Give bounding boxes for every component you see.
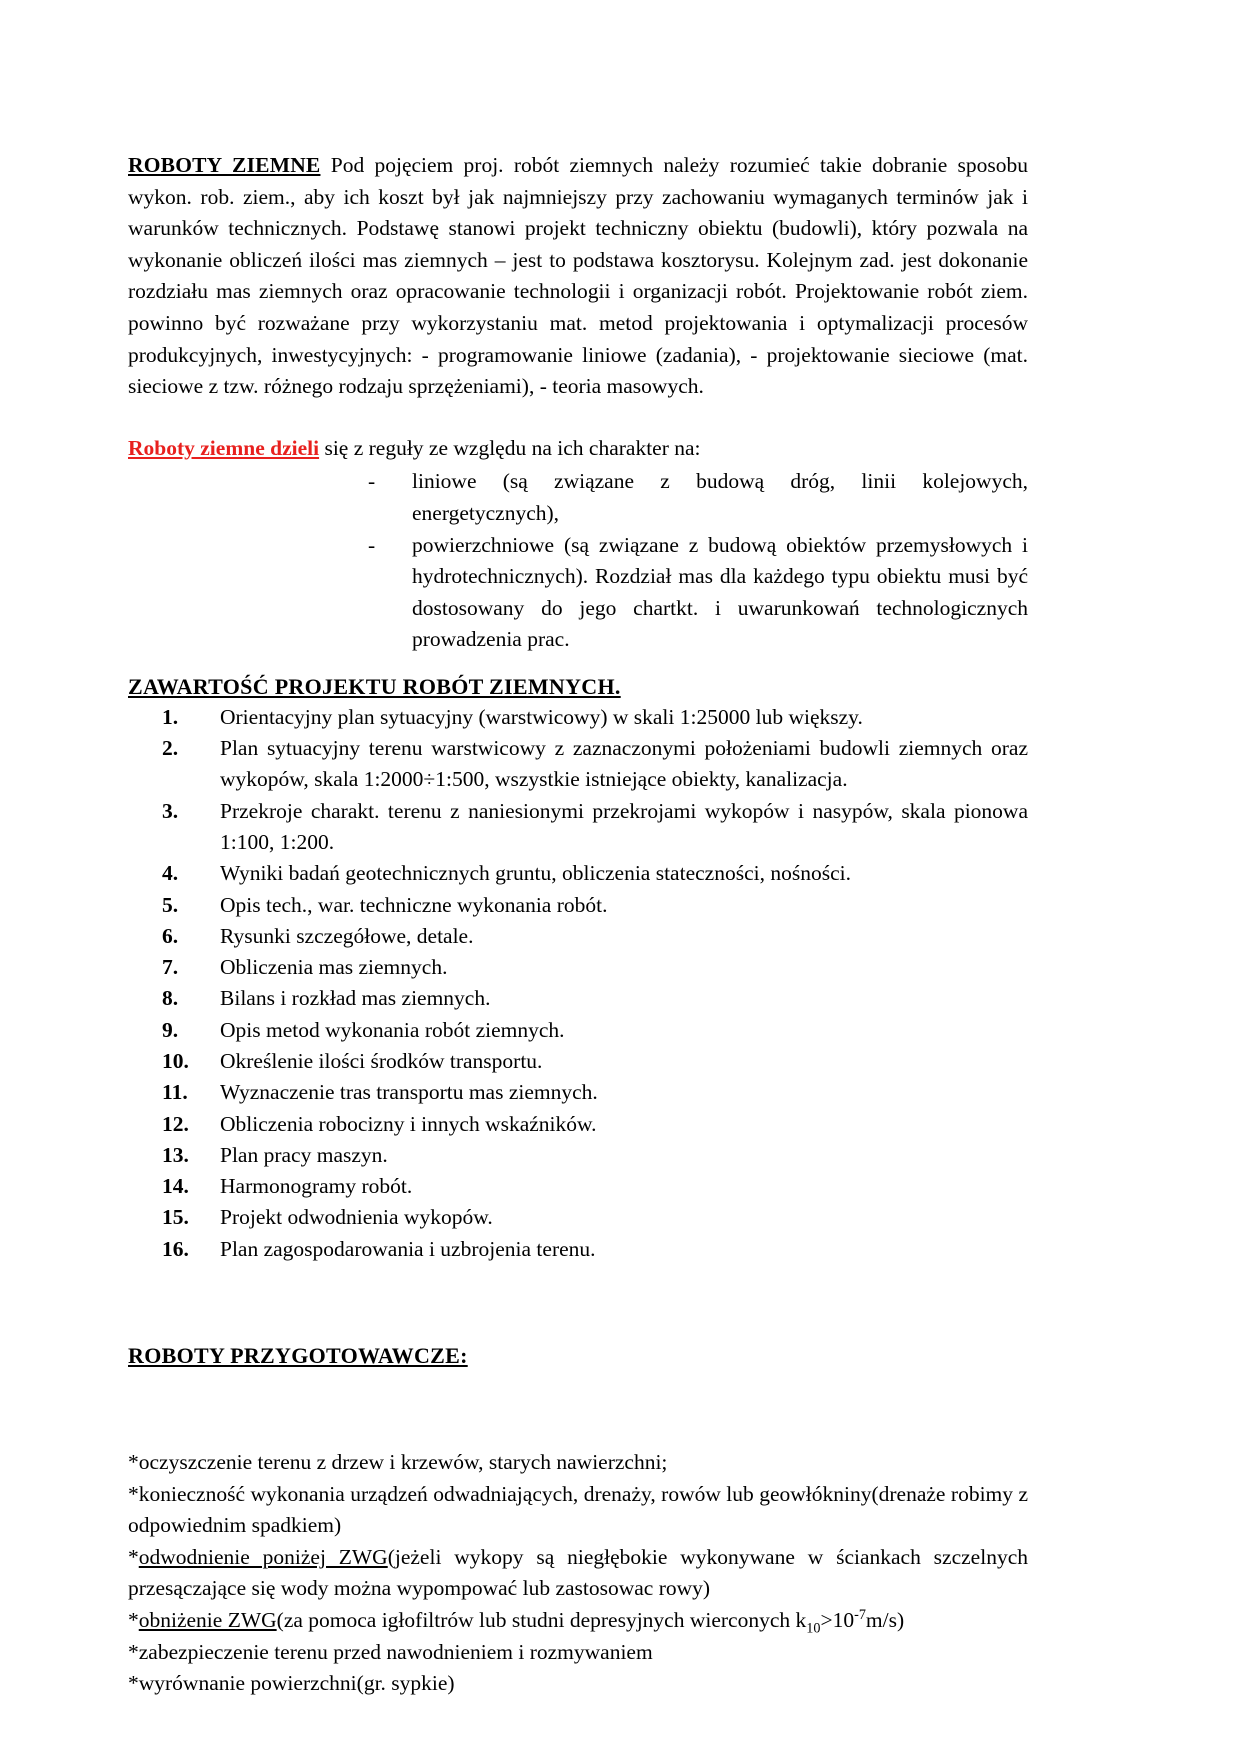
list-item (162, 983, 1028, 1014)
list-item-number: 9. (162, 1017, 179, 1042)
list-item-text: Wyznaczenie tras transportu mas ziemnych. (220, 1080, 598, 1105)
list-item-number: 5. (162, 892, 179, 917)
list-item (360, 530, 1028, 656)
preparatory-line-text-post: m/s) (865, 1607, 905, 1632)
list-item (162, 1171, 1028, 1202)
list-item-number: 6. (162, 923, 179, 948)
intro-heading: ROBOTY ZIEMNE (128, 153, 321, 177)
contents-section-heading: ZAWARTOŚĆ PROJEKTU ROBÓT ZIEMNYCH. (128, 673, 621, 699)
division-bullet-list (128, 466, 1028, 656)
list-item-number: 7. (162, 955, 179, 980)
list-item (162, 1015, 1028, 1046)
dash-bullet-icon: - (368, 532, 376, 557)
list-item-text: Harmonogramy robót. (220, 1174, 413, 1199)
spacer (128, 656, 1028, 674)
list-item-number: 1. (162, 704, 179, 729)
division-lead-red: Roboty ziemne dzieli (128, 435, 320, 460)
list-item-text: Projekt odwodnienia wykopów. (220, 1205, 493, 1230)
list-item (162, 702, 1028, 733)
asterisk-marker: * (128, 1639, 139, 1664)
preparatory-line-underlined: odwodnienie poniżej ZWG (138, 1544, 388, 1569)
list-item-text: Określenie ilości środków transportu. (220, 1049, 543, 1073)
list-item-number: 2. (162, 736, 179, 761)
preparatory-line-text: zabezpieczenie terenu przed nawodnieniem i rozmywaniem (138, 1639, 653, 1664)
list-item-number: 8. (162, 986, 179, 1011)
inequality-text: >10 (820, 1607, 855, 1632)
list-item-text: Opis metod wykonania robót ziemnych. (220, 1017, 565, 1042)
list-item-number: 3. (162, 798, 179, 823)
preparatory-line-1 (128, 1447, 1028, 1479)
preparatory-line-2 (128, 1479, 1028, 1542)
list-item (162, 796, 1028, 859)
list-item-number: 10. (162, 1049, 189, 1073)
preparatory-line-text: oczyszczenie terenu z drzew i krzewów, starych nawierzchni; (138, 1449, 668, 1474)
preparatory-line-5 (128, 1637, 1028, 1669)
list-item-text: Orientacyjny plan sytuacyjny (warstwicowy) w skali 1:25000 lub większy. (220, 704, 863, 729)
preparatory-line-3 (128, 1542, 1028, 1605)
list-item (162, 890, 1028, 921)
preparatory-line-text: wyrównanie powierzchni(gr. sypkie) (138, 1671, 455, 1696)
preparatory-line-6 (128, 1668, 1028, 1700)
list-item-number: 13. (162, 1142, 189, 1167)
list-item-text: Wyniki badań geotechnicznych gruntu, obliczenia stateczności, nośności. (220, 861, 851, 886)
list-item-text: liniowe (są związane z budową dróg, linii kolejowych, energetycznych), (412, 469, 1028, 525)
preparatory-section-heading: ROBOTY PRZYGOTOWAWCZE: (128, 1342, 468, 1368)
list-item-text: Bilans i rozkład mas ziemnych. (220, 986, 491, 1011)
spacer (128, 1265, 1028, 1343)
list-item (162, 1202, 1028, 1233)
list-item (360, 466, 1028, 529)
preparatory-line-text: (jeżeli wykopy są niegłębokie wykonywane w ściankach szczelnych przesączające się wody można wypompować lub zastosowac rowy) (128, 1544, 1028, 1601)
list-item-text: Plan pracy maszyn. (220, 1142, 388, 1167)
list-item-number: 16. (162, 1236, 189, 1261)
list-item-text: Obliczenia mas ziemnych. (220, 955, 448, 980)
dash-bullet-icon: - (368, 469, 376, 494)
asterisk-marker: * (128, 1544, 139, 1569)
contents-numbered-list (128, 702, 1028, 1265)
list-item-text: Obliczenia robocizny i innych wskaźników. (220, 1111, 597, 1136)
list-item-text: powierzchniowe (są związane z budową obiektów przemysłowych i hydrotechnicznych). Rozdział mas dla każdego typu obiektu musi być dostosowany do jego chartkt. i uwarunkowań technologicznych prowadzenia prac. (412, 532, 1028, 652)
list-item-text: Plan sytuacyjny terenu warstwicowy z zaznaczonymi położeniami budowli ziemnych oraz wykopów, skala 1:2000÷1:500, wszystkie istniejące obiekty, kanalizacja. (220, 736, 1028, 792)
preparatory-line-text: konieczność wykonania urządzeń odwadniających, drenaży, rowów lub geowłókniny(drenaże robimy z odpowiednim spadkiem) (128, 1481, 1028, 1538)
preparatory-line-4 (128, 1605, 1028, 1637)
list-item (162, 858, 1028, 889)
list-item (162, 733, 1028, 796)
spacer (128, 1369, 1028, 1447)
asterisk-marker: * (128, 1607, 139, 1632)
document-content (128, 150, 1028, 1700)
spacer (128, 403, 1028, 433)
list-item-number: 14. (162, 1174, 189, 1199)
list-item (162, 1077, 1028, 1108)
subscript-value: 10 (806, 1620, 821, 1637)
preparatory-line-underlined: obniżenie ZWG (138, 1607, 277, 1632)
list-item-text: Rysunki szczegółowe, detale. (220, 923, 474, 948)
list-item (162, 921, 1028, 952)
division-lead-rest: się z reguły ze względu na ich charakter na: (319, 435, 701, 460)
list-item (162, 1234, 1028, 1265)
list-item-number: 11. (162, 1080, 188, 1105)
intro-body: Pod pojęciem proj. robót ziemnych należy rozumieć takie dobranie sposobu wykon. rob. ziem., aby ich koszt był jak najmniejszy przy zachowaniu wymaganych terminów jak i warunków technicznych. Podstawę stanowi projekt techniczny obiektu (budowli), który pozwala na wykonanie obliczeń ilości mas ziemnych – jest to podstawa kosztorysu. Kolejnym zad. jest dokonanie rozdziału mas ziemnych oraz opracowanie technologii i organizacji robót. Projektowanie robót ziem. powinno być rozważane przy wykorzystaniu mat. metod projektowania i optymalizacji procesów produkcyjnych, inwestycyjnych: - programowanie liniowe (zadania), - projektowanie sieciowe (mat. sieciowe z tzw. różnego rodzaju sprzężeniami), - teoria masowych. (128, 153, 1028, 399)
list-item-number: 12. (162, 1111, 189, 1136)
intro-paragraph (128, 150, 1028, 403)
list-item-text: Opis tech., war. techniczne wykonania robót. (220, 892, 608, 917)
superscript-value: -7 (854, 1606, 866, 1623)
preparatory-line-text-pre: (za pomoca igłofiltrów lub studni depresyjnych wierconych k (276, 1607, 807, 1632)
list-item (162, 952, 1028, 983)
list-item-number: 4. (162, 861, 179, 886)
list-item-text: Przekroje charakt. terenu z naniesionymi przekrojami wykopów i nasypów, skala pionowa 1:100, 1:200. (220, 798, 1028, 855)
list-item-text: Plan zagospodarowania i uzbrojenia terenu. (220, 1236, 596, 1261)
asterisk-marker: * (128, 1449, 139, 1474)
list-item (162, 1109, 1028, 1140)
list-item (162, 1140, 1028, 1171)
division-lead (128, 433, 1028, 465)
asterisk-marker: * (128, 1671, 139, 1696)
asterisk-marker: * (128, 1481, 139, 1506)
list-item (162, 1046, 1028, 1077)
list-item-number: 15. (162, 1205, 189, 1230)
